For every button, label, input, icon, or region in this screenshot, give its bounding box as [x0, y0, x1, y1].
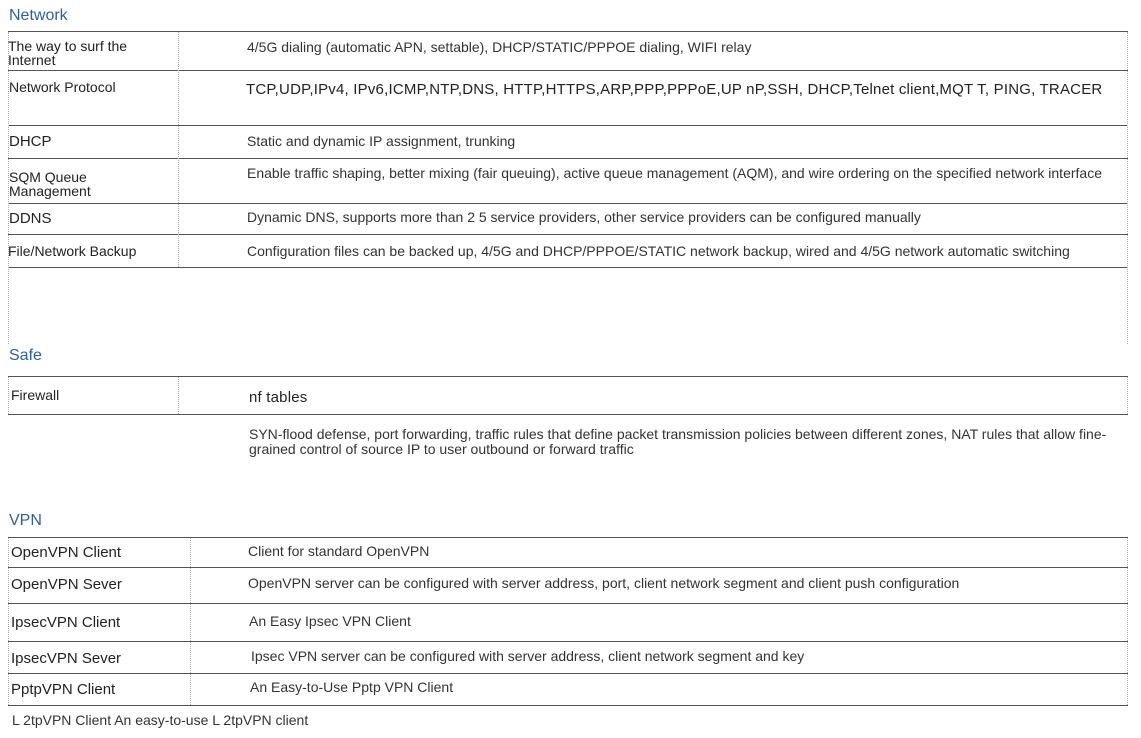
vpn-footer-note: L 2tpVPN Client An easy-to-use L 2tpVPN client [12, 712, 309, 728]
divider [8, 603, 1128, 604]
row-value: SYN-flood defense, port forwarding, traffic rules that define packet transmission policies between different zones, NAT rules that allow fine-grained control of source IP to user outbound or forward traffic [249, 426, 1107, 457]
table-left-edge [8, 538, 9, 705]
divider [8, 31, 1128, 32]
divider [8, 234, 1128, 235]
divider [8, 537, 1128, 538]
table-right-edge [1127, 377, 1128, 414]
row-label: Firewall [11, 387, 60, 403]
divider [8, 267, 1128, 268]
row-value: TCP,UDP,IPv4, IPv6,ICMP,NTP,DNS, HTTP,HTTPS,ARP,PPP,PPPoE,UP nP,SSH, DHCP,Telnet client,MQT T, PING, TRACER [246, 81, 1103, 98]
divider [8, 673, 1128, 674]
table-left-edge [8, 377, 9, 414]
divider [8, 125, 1128, 126]
row-label: OpenVPN Sever [11, 576, 122, 593]
row-value: Configuration files can be backed up, 4/5G and DHCP/PPPOE/STATIC network backup, wired and 4/5G network automatic switching [247, 243, 1070, 259]
row-value: An Easy Ipsec VPN Client [249, 613, 411, 629]
row-value: Client for standard OpenVPN [248, 543, 430, 559]
row-value: Dynamic DNS, supports more than 2 5 service providers, other service providers can be configured manually [247, 209, 921, 225]
vpn-section-title: VPN [9, 512, 42, 529]
row-label: SQM Queue Management [9, 169, 91, 199]
row-label: DHCP [9, 133, 52, 150]
row-value: nf tables [249, 389, 308, 406]
divider [8, 705, 1128, 706]
divider [8, 203, 1128, 204]
row-value: An Easy-to-Use Pptp VPN Client [250, 679, 454, 695]
divider [8, 70, 1128, 71]
divider [8, 567, 1128, 568]
row-label: Network Protocol [9, 79, 116, 95]
row-value: Enable traffic shaping, better mixing (fair queuing), active queue management (AQM), and wire ordering on the specified network interface [247, 165, 1102, 181]
column-separator [178, 32, 179, 267]
column-separator [190, 538, 191, 705]
table-right-edge [1127, 32, 1128, 344]
row-value: 4/5G dialing (automatic APN, settable), DHCP/STATIC/PPPOE dialing, WIFI relay [247, 39, 752, 55]
safe-section-title: Safe [9, 347, 42, 364]
row-label: DDNS [9, 210, 52, 227]
divider [8, 641, 1128, 642]
row-label: IpsecVPN Client [11, 614, 121, 631]
row-value: Static and dynamic IP assignment, trunking [247, 133, 516, 149]
divider [8, 158, 1128, 159]
column-separator [178, 377, 179, 414]
divider [8, 376, 1128, 377]
row-label: PptpVPN Client [11, 681, 116, 698]
row-label: The way to surf the Internet [8, 38, 128, 68]
row-value: OpenVPN server can be configured with server address, port, client network segment and client push configuration [248, 575, 960, 591]
network-section-title: Network [9, 7, 68, 24]
row-value: Ipsec VPN server can be configured with server address, client network segment and key [251, 648, 805, 664]
row-label: File/Network Backup [8, 243, 137, 259]
divider [8, 414, 1128, 415]
table-right-edge [1127, 538, 1128, 705]
row-label: OpenVPN Client [11, 544, 122, 561]
row-label: IpsecVPN Sever [11, 650, 122, 667]
